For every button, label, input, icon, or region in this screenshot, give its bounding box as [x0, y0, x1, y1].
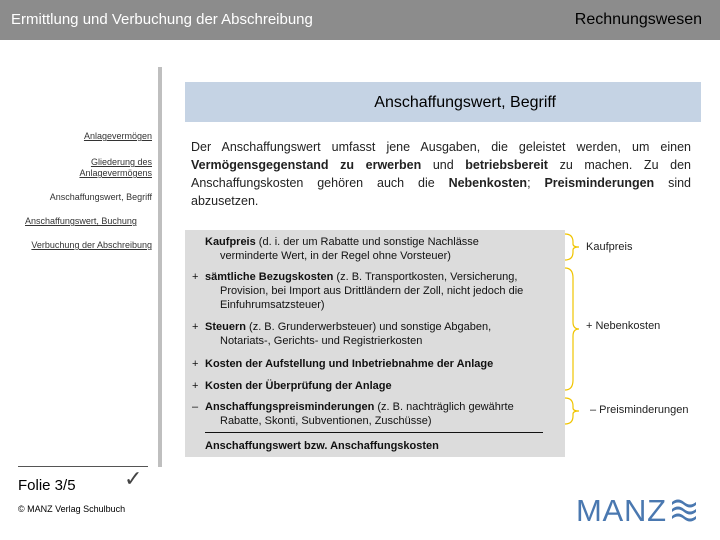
item-bezugskosten: [192, 270, 557, 312]
intro-text: zu machen. Zu den Anschaffungskosten gehören auch die: [191, 158, 691, 190]
vertical-divider: [158, 67, 162, 467]
item-kaufpreis: [205, 235, 555, 263]
sum-line: [205, 432, 543, 433]
intro-bold: betriebsbereit: [465, 158, 548, 172]
item-text: verminderte Wert, in der Regel ohne Vorsteuer): [220, 250, 451, 262]
item-text: Einfuhrumsatzsteuer): [220, 299, 325, 311]
item-bold: Anschaffungspreisminderungen: [205, 401, 375, 413]
header-title: Ermittlung und Verbuchung der Abschreibung: [11, 11, 313, 28]
item-bold: Kosten der Überprüfung der Anlage: [205, 380, 392, 392]
item-text: (z. B. Transportkosten, Versicherung,: [333, 271, 518, 283]
manz-logo: [576, 494, 698, 524]
intro-bold: Nebenkosten: [448, 176, 528, 190]
item-operator: –: [192, 401, 199, 413]
item-text: Rabatte, Skonti, Subventionen, Zuschüsse): [220, 415, 432, 427]
nav-link-anschaffungswert-buchung[interactable]: Anschaffungswert, Buchung: [25, 216, 137, 226]
brace-preisminderungen: [563, 396, 583, 426]
intro-text: und: [421, 158, 466, 172]
nav-link-anschaffungswert-begriff[interactable]: Anschaffungswert, Begriff: [49, 192, 152, 202]
brace-kaufpreis: [563, 232, 583, 262]
item-text: (d. i. der um Rabatte und sonstige Nachlässe: [255, 236, 479, 248]
slide-title: Anschaffungswert, Begriff: [374, 94, 556, 111]
brace-nebenkosten: [563, 266, 583, 392]
item-aufstellung: [192, 357, 557, 371]
item-bold: Kaufpreis: [205, 236, 256, 248]
slide-number: Folie 3/5: [18, 477, 76, 494]
copyright: © MANZ Verlag Schulbuch: [18, 504, 126, 514]
slide-title-box: [185, 82, 701, 122]
item-steuern: [192, 320, 557, 348]
logo-text: MANZ: [576, 494, 666, 524]
item-bold: sämtliche Bezugskosten: [205, 271, 334, 283]
item-text: Notariats-, Gerichts- und Registrierkosten: [220, 335, 423, 347]
nav-link-gliederung[interactable]: Gliederung des Anlagevermögens: [79, 157, 152, 178]
item-operator: +: [192, 358, 199, 370]
intro-text: Der Anschaffungswert umfasst jene Ausgaben, die geleistet werden, um einen: [191, 140, 691, 154]
item-operator: +: [192, 321, 199, 333]
item-text: (z. B. nachträglich gewährte: [374, 401, 514, 413]
nav-link-anlagevermoegen[interactable]: Anlagevermögen: [83, 131, 152, 141]
logo-waves-icon: [672, 500, 696, 522]
item-text: Provision, bei Import aus Drittländern der Zoll, nicht jedoch die: [220, 285, 524, 297]
result-text: Anschaffungswert bzw. Anschaffungskosten: [205, 440, 439, 452]
checkmark-icon: ✓: [124, 466, 143, 491]
nav-link-verbuchung-abschreibung[interactable]: Verbuchung der Abschreibung: [31, 240, 152, 250]
slide-header: [0, 0, 720, 40]
item-operator: +: [192, 271, 199, 283]
intro-paragraph: [191, 138, 691, 210]
item-preisminderungen: [192, 400, 557, 428]
header-subject: Rechnungswesen: [574, 11, 702, 28]
item-bold: Steuern: [205, 321, 246, 333]
intro-bold: Vermögensgegenstand zu erwerben: [191, 158, 422, 172]
item-ueberpruefung: [192, 379, 557, 393]
intro-text: ;: [527, 176, 545, 190]
label-preisminderungen: – Preisminderungen: [590, 404, 689, 416]
label-kaufpreis: Kaufpreis: [586, 241, 633, 253]
intro-text: sind abzusetzen.: [191, 176, 692, 208]
item-text: (z. B. Grunderwerbsteuer) und sonstige Abgaben,: [245, 321, 492, 333]
intro-bold: Preisminderungen: [544, 176, 655, 190]
label-nebenkosten: + Nebenkosten: [586, 320, 661, 332]
item-bold: Kosten der Aufstellung und Inbetriebnahme der Anlage: [205, 358, 494, 370]
item-operator: +: [192, 380, 199, 392]
result-row: [205, 439, 439, 453]
